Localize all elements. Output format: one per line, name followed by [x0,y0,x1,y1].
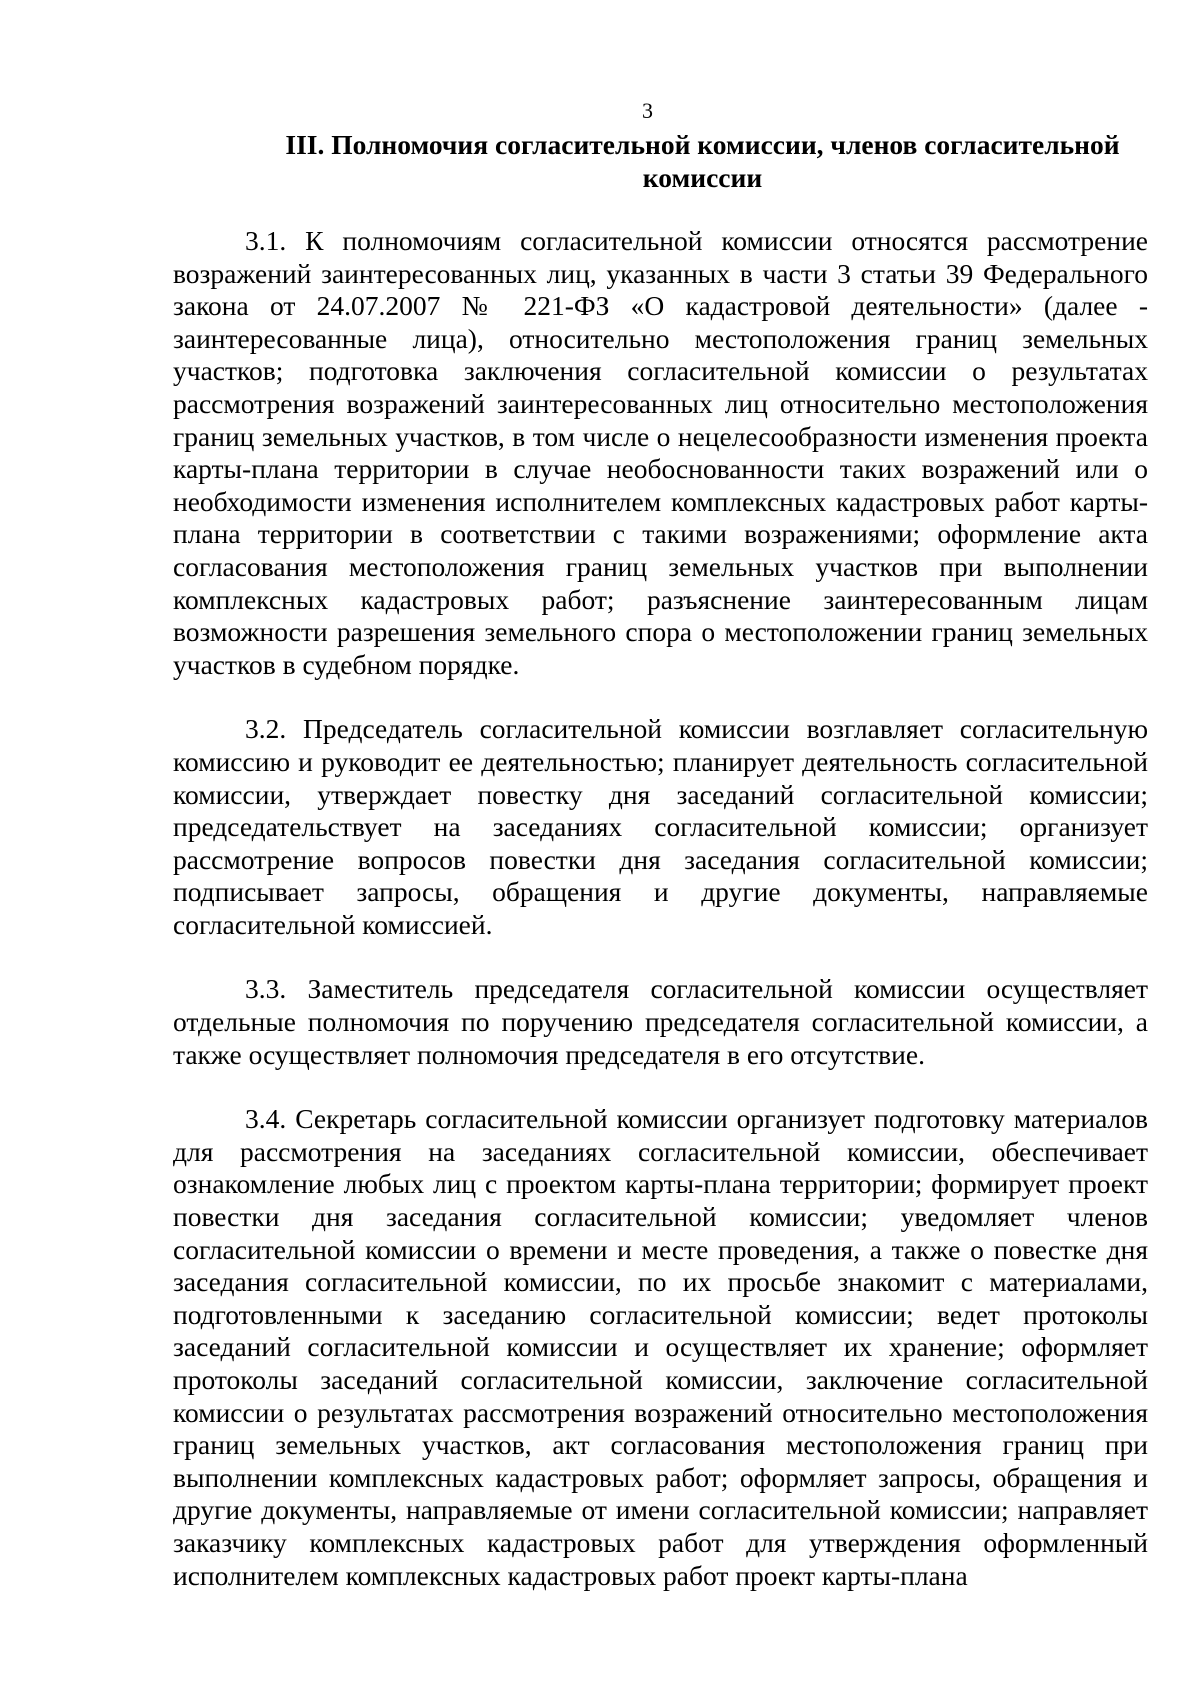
paragraph-3-1: 3.1. К полномочиям согласительной комиссии относятся рассмотрение возражений заинтересованных лиц, указанных в части 3 статьи 39 Федерального закона от 24.07.2007 № 221-ФЗ «О кадастровой деятельности» (далее - заинтересованные лица), относительно местоположения границ земельных участков; подготовка заключения согласительной комиссии о результатах рассмотрения возражений заинтересованных лиц относительно местоположения границ земельных участков, в том числе о нецелесообразности изменения проекта карты-плана территории в случае необоснованности таких возражений или о необходимости изменения исполнителем комплексных кадастровых работ карты-плана территории в соответствии с такими возражениями; оформление акта согласования местоположения границ земельных участков при выполнении комплексных кадастровых работ; разъяснение заинтересованным лицам возможности разрешения земельного спора о местоположении границ земельных участков в судебном порядке. [173,225,1148,680]
paragraph-3-2: 3.2. Председатель согласительной комиссии возглавляет согласительную комиссию и руководит ее деятельностью; планирует деятельность согласительной комиссии, утверждает повестку дня заседаний согласительной комиссии; председательствует на заседаниях согласительной комиссии; организует рассмотрение вопросов повестки дня заседания согласительной комиссии; подписывает запросы, обращения и другие документы, направляемые согласительной комиссией. [173,713,1148,940]
paragraph-3-3: 3.3. Заместитель председателя согласительной комиссии осуществляет отдельные полномочия по поручению председателя согласительной комиссии, а также осуществляет полномочия председателя в его отсутствие. [173,973,1148,1070]
paragraph-3-4: 3.4. Секретарь согласительной комиссии организует подготовку материалов для рассмотрения на заседаниях согласительной комиссии, обеспечивает ознакомление любых лиц с проектом карты-плана территории; формирует проект повестки дня заседания согласительной комиссии; уведомляет членов согласительной комиссии о времени и месте проведения, а также о повестке дня заседания согласительной комиссии, по их просьбе знакомит с материалами, подготовленными к заседанию согласительной комиссии; ведет протоколы заседаний согласительной комиссии и осуществляет их хранение; оформляет протоколы заседаний согласительной комиссии, заключение согласительной комиссии о результатах рассмотрения возражений относительно местоположения границ земельных участков, акт согласования местоположения границ при выполнении комплексных кадастровых работ; оформляет запросы, обращения и другие документы, направляемые от имени согласительной комиссии; направляет заказчику комплексных кадастровых работ для утверждения оформленный исполнителем комплексных кадастровых работ проект карты-плана [173,1103,1148,1591]
section-heading: III. Полномочия согласительной комиссии, членов согласительной комиссии [285,129,1120,193]
document-body [173,225,1148,1592]
page-number: 3 [642,98,653,123]
